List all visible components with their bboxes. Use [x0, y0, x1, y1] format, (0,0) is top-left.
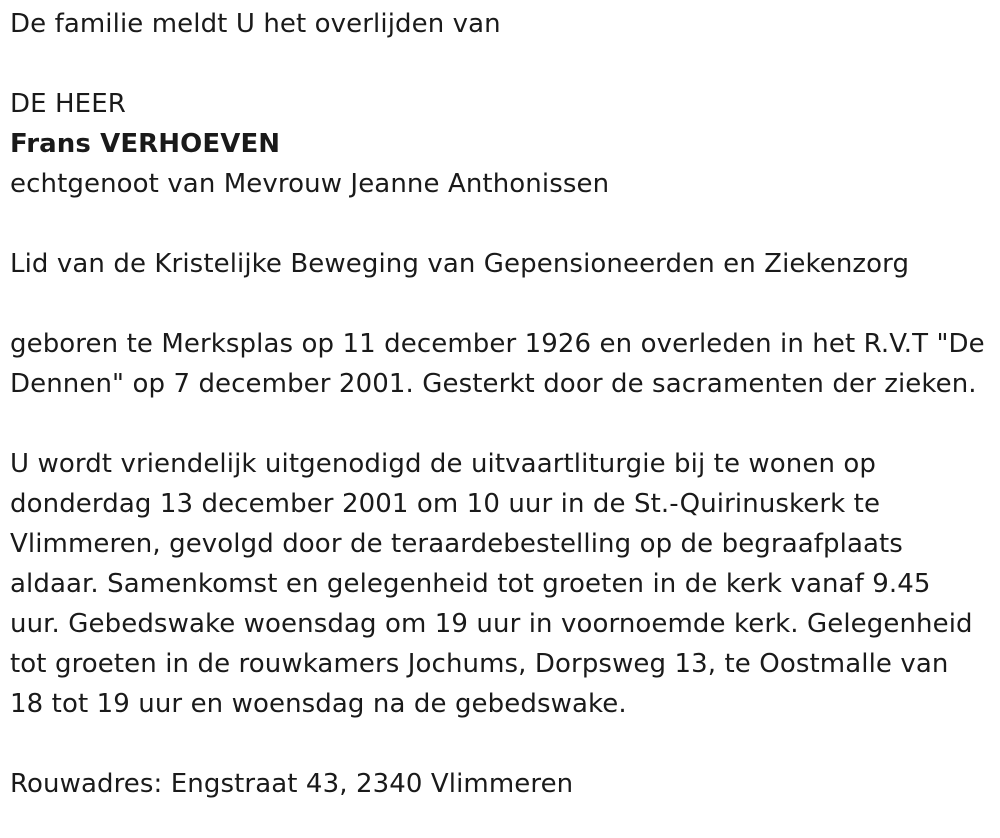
deceased-name: Frans VERHOEVEN [10, 129, 281, 159]
spouse-text: echtgenoot van Mevrouw Jeanne Anthonissen [10, 169, 610, 199]
invitation-line: tot groeten in de rouwkamers Jochums, Dorpsweg 13, te Oostmalle van [10, 649, 949, 679]
invitation-line: aldaar. Samenkomst en gelegenheid tot groeten in de kerk vanaf 9.45 [10, 569, 931, 599]
intro-text: De familie meldt U het overlijden van [10, 9, 501, 39]
spacer [10, 724, 995, 764]
birth-death-line: geboren te Merksplas op 11 december 1926 en overleden in het R.V.T "De [10, 329, 985, 359]
membership-text: Lid van de Kristelijke Beweging van Gepensioneerden en Ziekenzorg [10, 249, 910, 279]
spacer [10, 44, 995, 84]
spacer [10, 284, 995, 324]
spacer [10, 204, 995, 244]
invitation-line: Vlimmeren, gevolgd door de teraardebestelling op de begraafplaats [10, 529, 903, 559]
spacer [10, 404, 995, 444]
invitation-line: U wordt vriendelijk uitgenodigd de uitvaartliturgie bij te wonen op [10, 449, 877, 479]
invitation-line: uur. Gebedswake woensdag om 19 uur in voornoemde kerk. Gelegenheid [10, 609, 973, 639]
honorific: DE HEER [10, 89, 126, 119]
invitation-line: 18 tot 19 uur en woensdag na de gebedswake. [10, 689, 627, 719]
invitation-line: donderdag 13 december 2001 om 10 uur in de St.-Quirinuskerk te [10, 489, 881, 519]
death-notice [10, 0, 995, 804]
birth-death-line: Dennen" op 7 december 2001. Gesterkt door de sacramenten der zieken. [10, 369, 977, 399]
address-text: Rouwadres: Engstraat 43, 2340 Vlimmeren [10, 769, 574, 799]
